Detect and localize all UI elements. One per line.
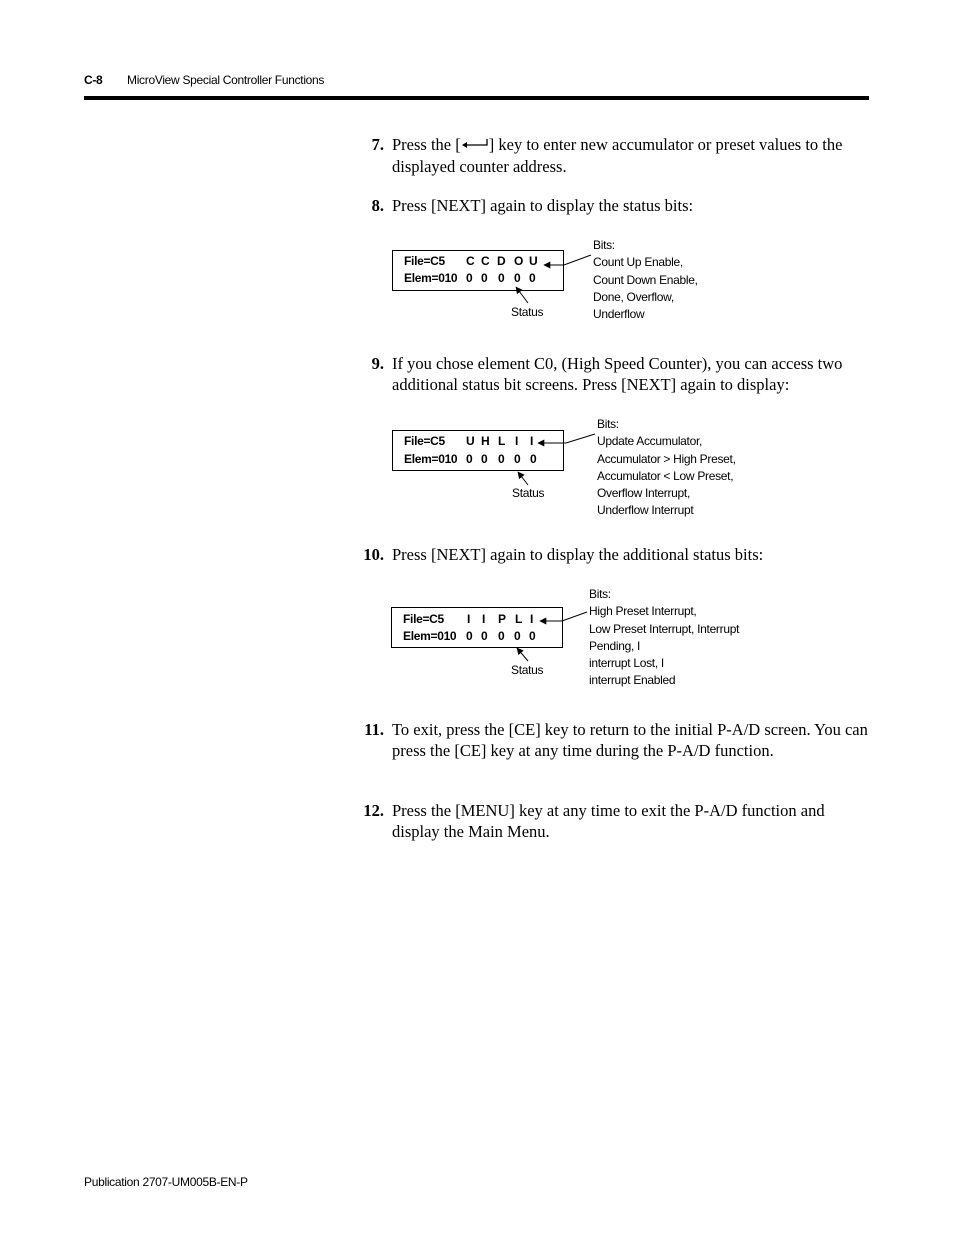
bits-line: Done, Overflow, — [593, 289, 674, 304]
step-number: 12. — [363, 801, 384, 820]
step-text: Press [NEXT] again to display the additional status bits: — [392, 545, 764, 564]
bit-value: 0 — [481, 271, 488, 285]
bit-name: H — [481, 434, 490, 448]
bits-line: interrupt Enabled — [589, 673, 676, 688]
elem-label: Elem=010 — [404, 271, 458, 285]
bit-name: U — [466, 434, 475, 448]
bit-name: L — [498, 434, 506, 448]
bit-value: 0 — [529, 271, 536, 285]
bit-name: I — [530, 612, 534, 626]
bit-name: L — [515, 612, 523, 626]
step-text: Press the [MENU] key at any time to exit the P-A/D function and display the Main Menu. — [392, 801, 825, 841]
step-number: 8. — [371, 196, 384, 215]
bits-line: Count Up Enable, — [593, 255, 683, 270]
file-label: File=C5 — [404, 434, 445, 448]
bit-value: 0 — [514, 271, 521, 285]
bit-value: 0 — [466, 629, 473, 643]
step-text: To exit, press the [CE] key to return to the initial P-A/D screen. You can press the [CE] key at any time during the P-A/D function. — [392, 720, 868, 760]
step-number: 7. — [371, 135, 384, 154]
bits-line: Accumulator > High Preset, — [597, 451, 736, 466]
bit-name: I — [515, 434, 519, 448]
step-11 — [364, 720, 868, 761]
bits-line: interrupt Lost, I — [589, 656, 664, 671]
bits-line: High Preset Interrupt, — [589, 604, 697, 619]
bit-value: 0 — [466, 452, 473, 466]
bit-value: 0 — [530, 452, 537, 466]
bit-value: 0 — [466, 271, 473, 285]
status-label: Status — [511, 663, 544, 677]
step-number: 11. — [364, 720, 384, 739]
file-label: File=C5 — [403, 612, 444, 626]
bits-line: Update Accumulator, — [597, 434, 703, 449]
bit-value: 0 — [498, 629, 505, 643]
step-number: 9. — [371, 354, 384, 373]
bits-line: Low Preset Interrupt, Interrupt — [589, 621, 740, 636]
status-label: Status — [512, 486, 545, 500]
bit-value: 0 — [514, 452, 521, 466]
step-text: If you chose element C0, (High Speed Counter), you can access two additional status bit screens. Press [NEXT] again to display: — [392, 354, 843, 394]
bits-line: Count Down Enable, — [593, 272, 698, 287]
file-label: File=C5 — [404, 254, 445, 268]
bit-name: C — [481, 254, 490, 268]
elem-label: Elem=010 — [403, 629, 457, 643]
bits-leader-arrow — [544, 255, 591, 265]
bits-line: Accumulator < Low Preset, — [597, 468, 734, 483]
step-text-after: ] key to enter new accumulator or preset values to the displayed counter address. — [392, 135, 843, 176]
bit-value: 0 — [498, 271, 505, 285]
bits-line: Underflow Interrupt — [597, 503, 694, 518]
bit-value: 0 — [529, 629, 536, 643]
status-arrow — [516, 287, 528, 303]
bits-line: Pending, I — [589, 638, 641, 653]
bit-name: C — [466, 254, 475, 268]
section-title: MicroView Special Controller Functions — [127, 73, 325, 87]
bit-name: U — [529, 254, 538, 268]
status-label: Status — [511, 305, 544, 319]
bits-line: Overflow Interrupt, — [597, 486, 691, 501]
bit-value: 0 — [481, 629, 488, 643]
status-arrow — [518, 472, 528, 485]
publication-footer: Publication 2707-UM005B-EN-P — [84, 1175, 248, 1189]
bit-name: P — [498, 612, 506, 626]
status-arrow — [517, 648, 528, 661]
bits-leader-arrow — [540, 612, 587, 621]
bit-name: I — [530, 434, 534, 448]
bit-name: O — [514, 254, 524, 268]
step-text-before: Press the [ — [392, 135, 461, 154]
bits-line: Bits: — [589, 587, 611, 601]
bit-value: 0 — [481, 452, 488, 466]
step-number: 10. — [363, 545, 384, 564]
bits-line: Underflow — [593, 307, 645, 322]
step-12 — [363, 801, 868, 842]
bit-value: 0 — [514, 629, 521, 643]
bit-name: I — [467, 612, 471, 626]
step-text: Press [NEXT] again to display the status bits: — [392, 196, 694, 215]
bit-value: 0 — [498, 452, 505, 466]
bits-leader-arrow — [538, 434, 595, 443]
page-number: C-8 — [84, 73, 103, 87]
bits-line: Bits: — [597, 417, 619, 431]
bit-name: D — [497, 254, 506, 268]
bit-name: I — [482, 612, 486, 626]
bits-line: Bits: — [593, 238, 615, 252]
elem-label: Elem=010 — [404, 452, 458, 466]
